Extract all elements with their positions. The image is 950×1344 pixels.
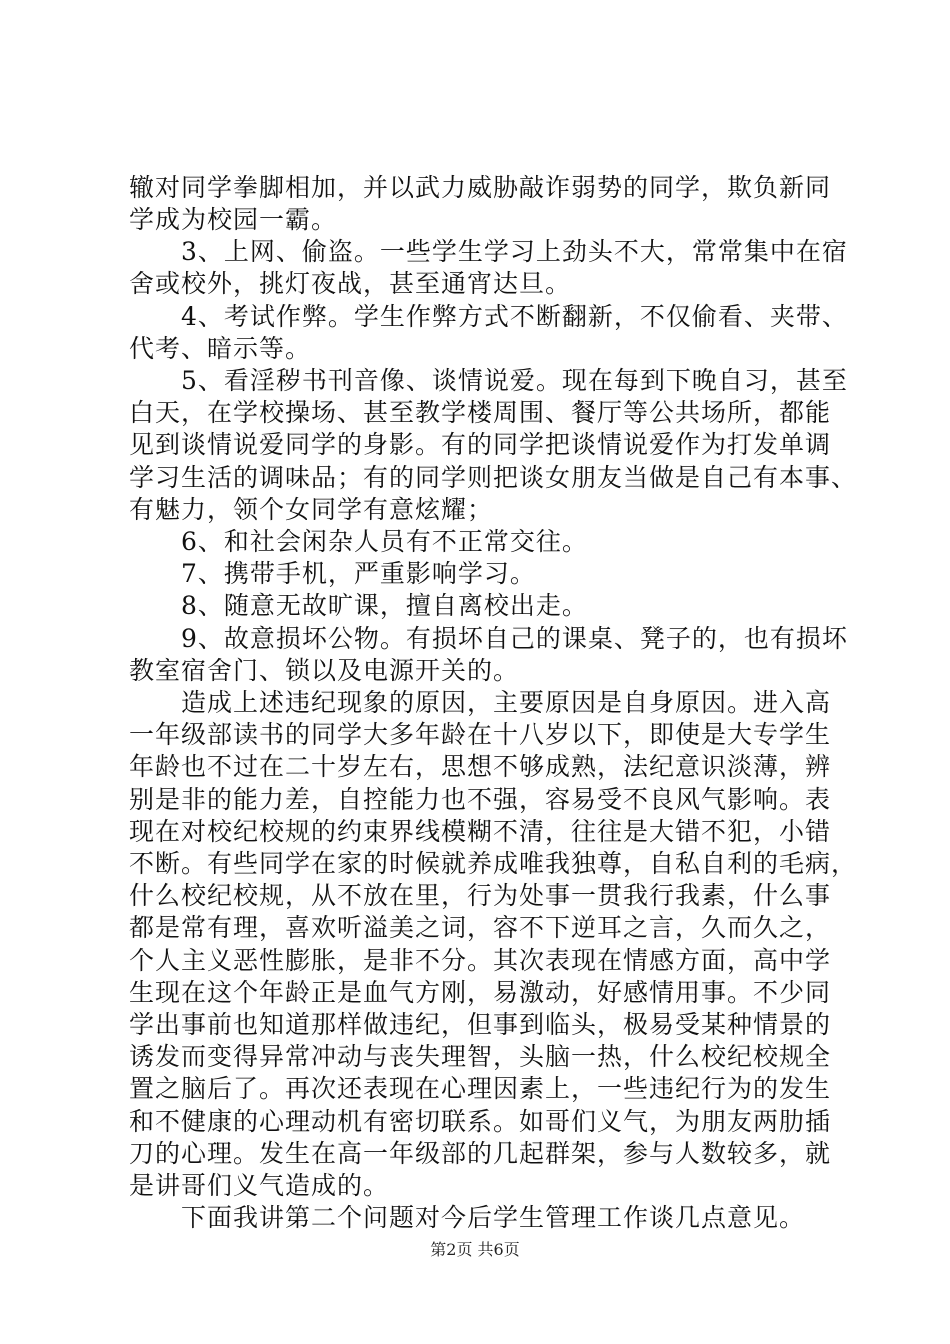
text-line: 不断。有些同学在家的时候就养成唯我独尊，自私自利的毛病， <box>129 849 858 878</box>
text-line: 现在对校纪校规的约束界线模糊不清，往往是大错不犯，小错 <box>129 817 832 846</box>
text-line: 什么校纪校规，从不放在里，行为处事一贯我行我素，什么事 <box>129 881 832 910</box>
text-line: 是讲哥们义气造成的。 <box>129 1171 390 1200</box>
text-line: 9、故意损坏公物。有损坏自己的课桌、凳子的，也有损坏 <box>129 624 848 653</box>
text-line: 置之脑后了。再次还表现在心理因素上，一些违纪行为的发生 <box>129 1074 832 1103</box>
text-line: 学成为校园一霸。 <box>129 205 338 234</box>
text-line: 白天，在学校操场、甚至教学楼周围、餐厅等公共场所，都能 <box>129 398 832 427</box>
text-line: 教室宿舍门、锁以及电源开关的。 <box>129 656 520 685</box>
text-line: 学习生活的调味品；有的同学则把谈女朋友当做是自己有本事、 <box>129 463 858 492</box>
text-line: 6、和社会闲杂人员有不正常交往。 <box>129 527 588 556</box>
text-line: 年龄也不过在二十岁左右，思想不够成熟，法纪意识淡薄，辨 <box>129 752 832 781</box>
text-line: 3、上网、偷盗。一些学生学习上劲头不大，常常集中在宿 <box>129 237 848 266</box>
text-line: 诱发而变得异常冲动与丧失理智，头脑一热，什么校纪校规全 <box>129 1042 832 1071</box>
page-number-footer: 第2页 共6页 <box>430 1240 520 1259</box>
text-line: 有魅力，领个女同学有意炫耀； <box>129 495 494 524</box>
text-line: 4、考试作弊。学生作弊方式不断翻新，不仅偷看、夹带、 <box>129 302 848 331</box>
text-line: 辙对同学拳脚相加，并以武力威胁敲诈弱势的同学，欺负新同 <box>129 173 832 202</box>
text-line: 生现在这个年龄正是血气方刚，易激动，好感情用事。不少同 <box>129 978 832 1007</box>
text-line: 别是非的能力差，自控能力也不强，容易受不良风气影响。表 <box>129 785 832 814</box>
text-line: 5、看淫秽书刊音像、谈情说爱。现在每到下晚自习，甚至 <box>129 366 848 395</box>
text-line: 个人主义恶性膨胀，是非不分。其次表现在情感方面，高中学 <box>129 946 832 975</box>
text-line: 和不健康的心理动机有密切联系。如哥们义气，为朋友两肋插 <box>129 1107 832 1136</box>
text-line: 造成上述违纪现象的原因，主要原因是自身原因。进入高 <box>129 688 832 717</box>
text-line: 刀的心理。发生在高一年级部的几起群架，参与人数较多，就 <box>129 1139 832 1168</box>
text-line: 8、随意无故旷课，擅自离校出走。 <box>129 591 588 620</box>
text-line: 下面我讲第二个问题对今后学生管理工作谈几点意见。 <box>129 1203 806 1232</box>
text-line: 舍或校外，挑灯夜战，甚至通宵达旦。 <box>129 269 572 298</box>
text-line: 7、携带手机，严重影响学习。 <box>129 559 536 588</box>
text-line: 代考、暗示等。 <box>129 334 312 363</box>
text-line: 见到谈情说爱同学的身影。有的同学把谈情说爱作为打发单调 <box>129 430 832 459</box>
text-line: 学出事前也知道那样做违纪，但事到临头，极易受某种情景的 <box>129 1010 832 1039</box>
text-line: 都是常有理，喜欢听溢美之词，容不下逆耳之言，久而久之， <box>129 913 832 942</box>
text-line: 一年级部读书的同学大多年龄在十八岁以下，即使是大专学生 <box>129 720 832 749</box>
